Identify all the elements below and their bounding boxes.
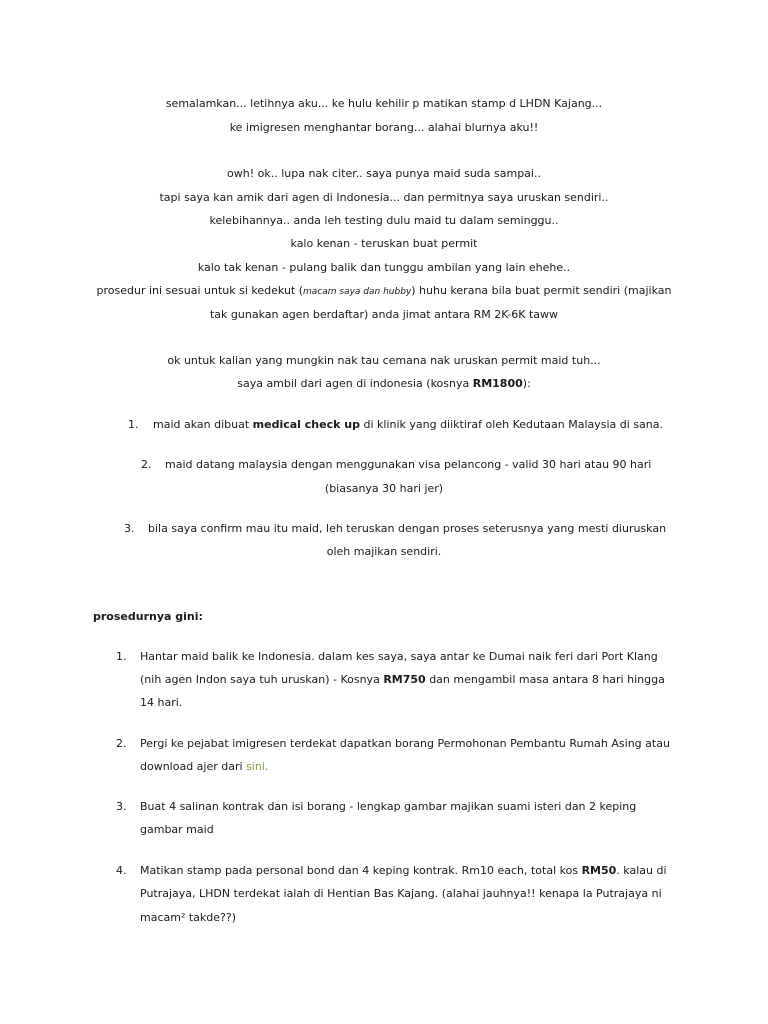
intro-line-3: owh! ok.. lupa nak citer.. saya punya maid suda sampai..: [227, 167, 541, 180]
procedure-step-2-line-2: [140, 760, 268, 774]
procedure-step-3-line-1: Buat 4 salinan kontrak dan isi borang - lengkap gambar majikan suami isteri dan 2 keping: [140, 800, 637, 813]
intro-line-4: tapi saya kan amik dari agen di Indonesia... dan permitnya saya uruskan sendiri..: [159, 191, 609, 204]
procedure-step-4-line-1-c: . kalau di: [616, 864, 667, 877]
intro-line-10: ok untuk kalian yang mungkin nak tau cemana nak uruskan permit maid tuh...: [167, 354, 601, 367]
procedure-step-1-cost: RM750: [383, 673, 426, 686]
download-link[interactable]: sini.: [246, 760, 269, 773]
intro-line-7: kalo tak kenan - pulang balik dan tunggu ambilan yang lain ehehe..: [197, 261, 571, 274]
procedure-step-4-cost: RM50: [581, 864, 617, 877]
procedure-step-4-line-3: macam² takde??): [140, 911, 237, 924]
procedure-step-3-number: 3.: [116, 800, 127, 813]
agent-step-1-number: 1.: [128, 418, 139, 431]
procedure-step-1-line-2-a: (nih agen Indon saya tuh uruskan) - Kosnya: [140, 673, 384, 686]
agent-step-1-bold: medical check up: [252, 418, 360, 431]
agent-step-3-line-2: oleh majikan sendiri.: [326, 545, 442, 558]
procedure-step-1-line-2-c: dan mengambil masa antara 8 hari hingga: [425, 673, 665, 686]
intro-line-8-small: macam saya dan hubby: [303, 287, 412, 297]
procedure-step-1-line-2: [140, 673, 665, 687]
agent-step-2-line-2: (biasanya 30 hari jer): [324, 482, 444, 495]
procedure-step-4-line-2: Putrajaya, LHDN terdekat ialah di Hentian Bas Kajang. (alahai jauhnya!! kenapa la Putrajaya ni: [140, 887, 662, 900]
procedure-step-4-number: 4.: [116, 864, 127, 877]
intro-line-1: semalamkan... letihnya aku... ke hulu kehilir p matikan stamp d LHDN Kajang...: [165, 97, 603, 110]
agent-step-3-number: 3.: [124, 522, 135, 535]
agent-step-1-part-c: di klinik yang diiktiraf oleh Kedutaan Malaysia di sana.: [359, 418, 663, 431]
procedure-step-1-line-1: Hantar maid balik ke Indonesia. dalam kes saya, saya antar ke Dumai naik feri dari Port Klang: [140, 650, 658, 663]
intro-line-11-part-c: ):: [522, 377, 531, 390]
intro-line-8: [0, 284, 768, 299]
procedure-step-1-line-3: 14 hari.: [140, 696, 183, 709]
procedure-step-2-line-1: Pergi ke pejabat imigresen terdekat dapatkan borang Permohonan Pembantu Rumah Asing atau: [140, 737, 670, 750]
intro-line-5: kelebihannya.. anda leh testing dulu maid tu dalam seminggu..: [209, 214, 559, 227]
intro-line-6: kalo kenan - teruskan buat permit: [290, 237, 478, 250]
agent-step-3-text: bila saya confirm mau itu maid, leh teruskan dengan proses seterusnya yang mesti diuruskan: [148, 522, 667, 535]
agent-step-2-text: maid datang malaysia dengan menggunakan visa pelancong - valid 30 hari atau 90 hari: [165, 458, 652, 471]
intro-line-11: [0, 377, 768, 391]
intro-line-8-part-c: ) huhu kerana bila buat permit sendiri (majikan: [411, 284, 672, 297]
intro-line-11-part-a: saya ambil dari agen di indonesia (kosnya: [237, 377, 473, 390]
procedure-step-2-number: 2.: [116, 737, 127, 750]
procedure-step-4-line-1: [140, 864, 667, 878]
agent-step-1-text: [153, 418, 663, 432]
intro-line-9: tak gunakan agen berdaftar) anda jimat antara RM 2K-6K taww: [209, 308, 559, 321]
procedure-heading: prosedurnya gini:: [93, 610, 203, 623]
intro-line-8-part-a: prosedur ini sesuai untuk si kedekut (: [96, 284, 304, 297]
procedure-step-3-line-2: gambar maid: [140, 823, 214, 836]
agent-step-1-part-a: maid akan dibuat: [153, 418, 253, 431]
procedure-step-1-number: 1.: [116, 650, 127, 663]
agent-step-2-number: 2.: [141, 458, 152, 471]
intro-line-2: ke imigresen menghantar borang... alahai blurnya aku!!: [229, 121, 539, 134]
agent-cost: RM1800: [472, 377, 523, 390]
procedure-step-4-line-1-a: Matikan stamp pada personal bond dan 4 keping kontrak. Rm10 each, total kos: [140, 864, 582, 877]
procedure-step-2-line-2-a: download ajer dari: [140, 760, 247, 773]
